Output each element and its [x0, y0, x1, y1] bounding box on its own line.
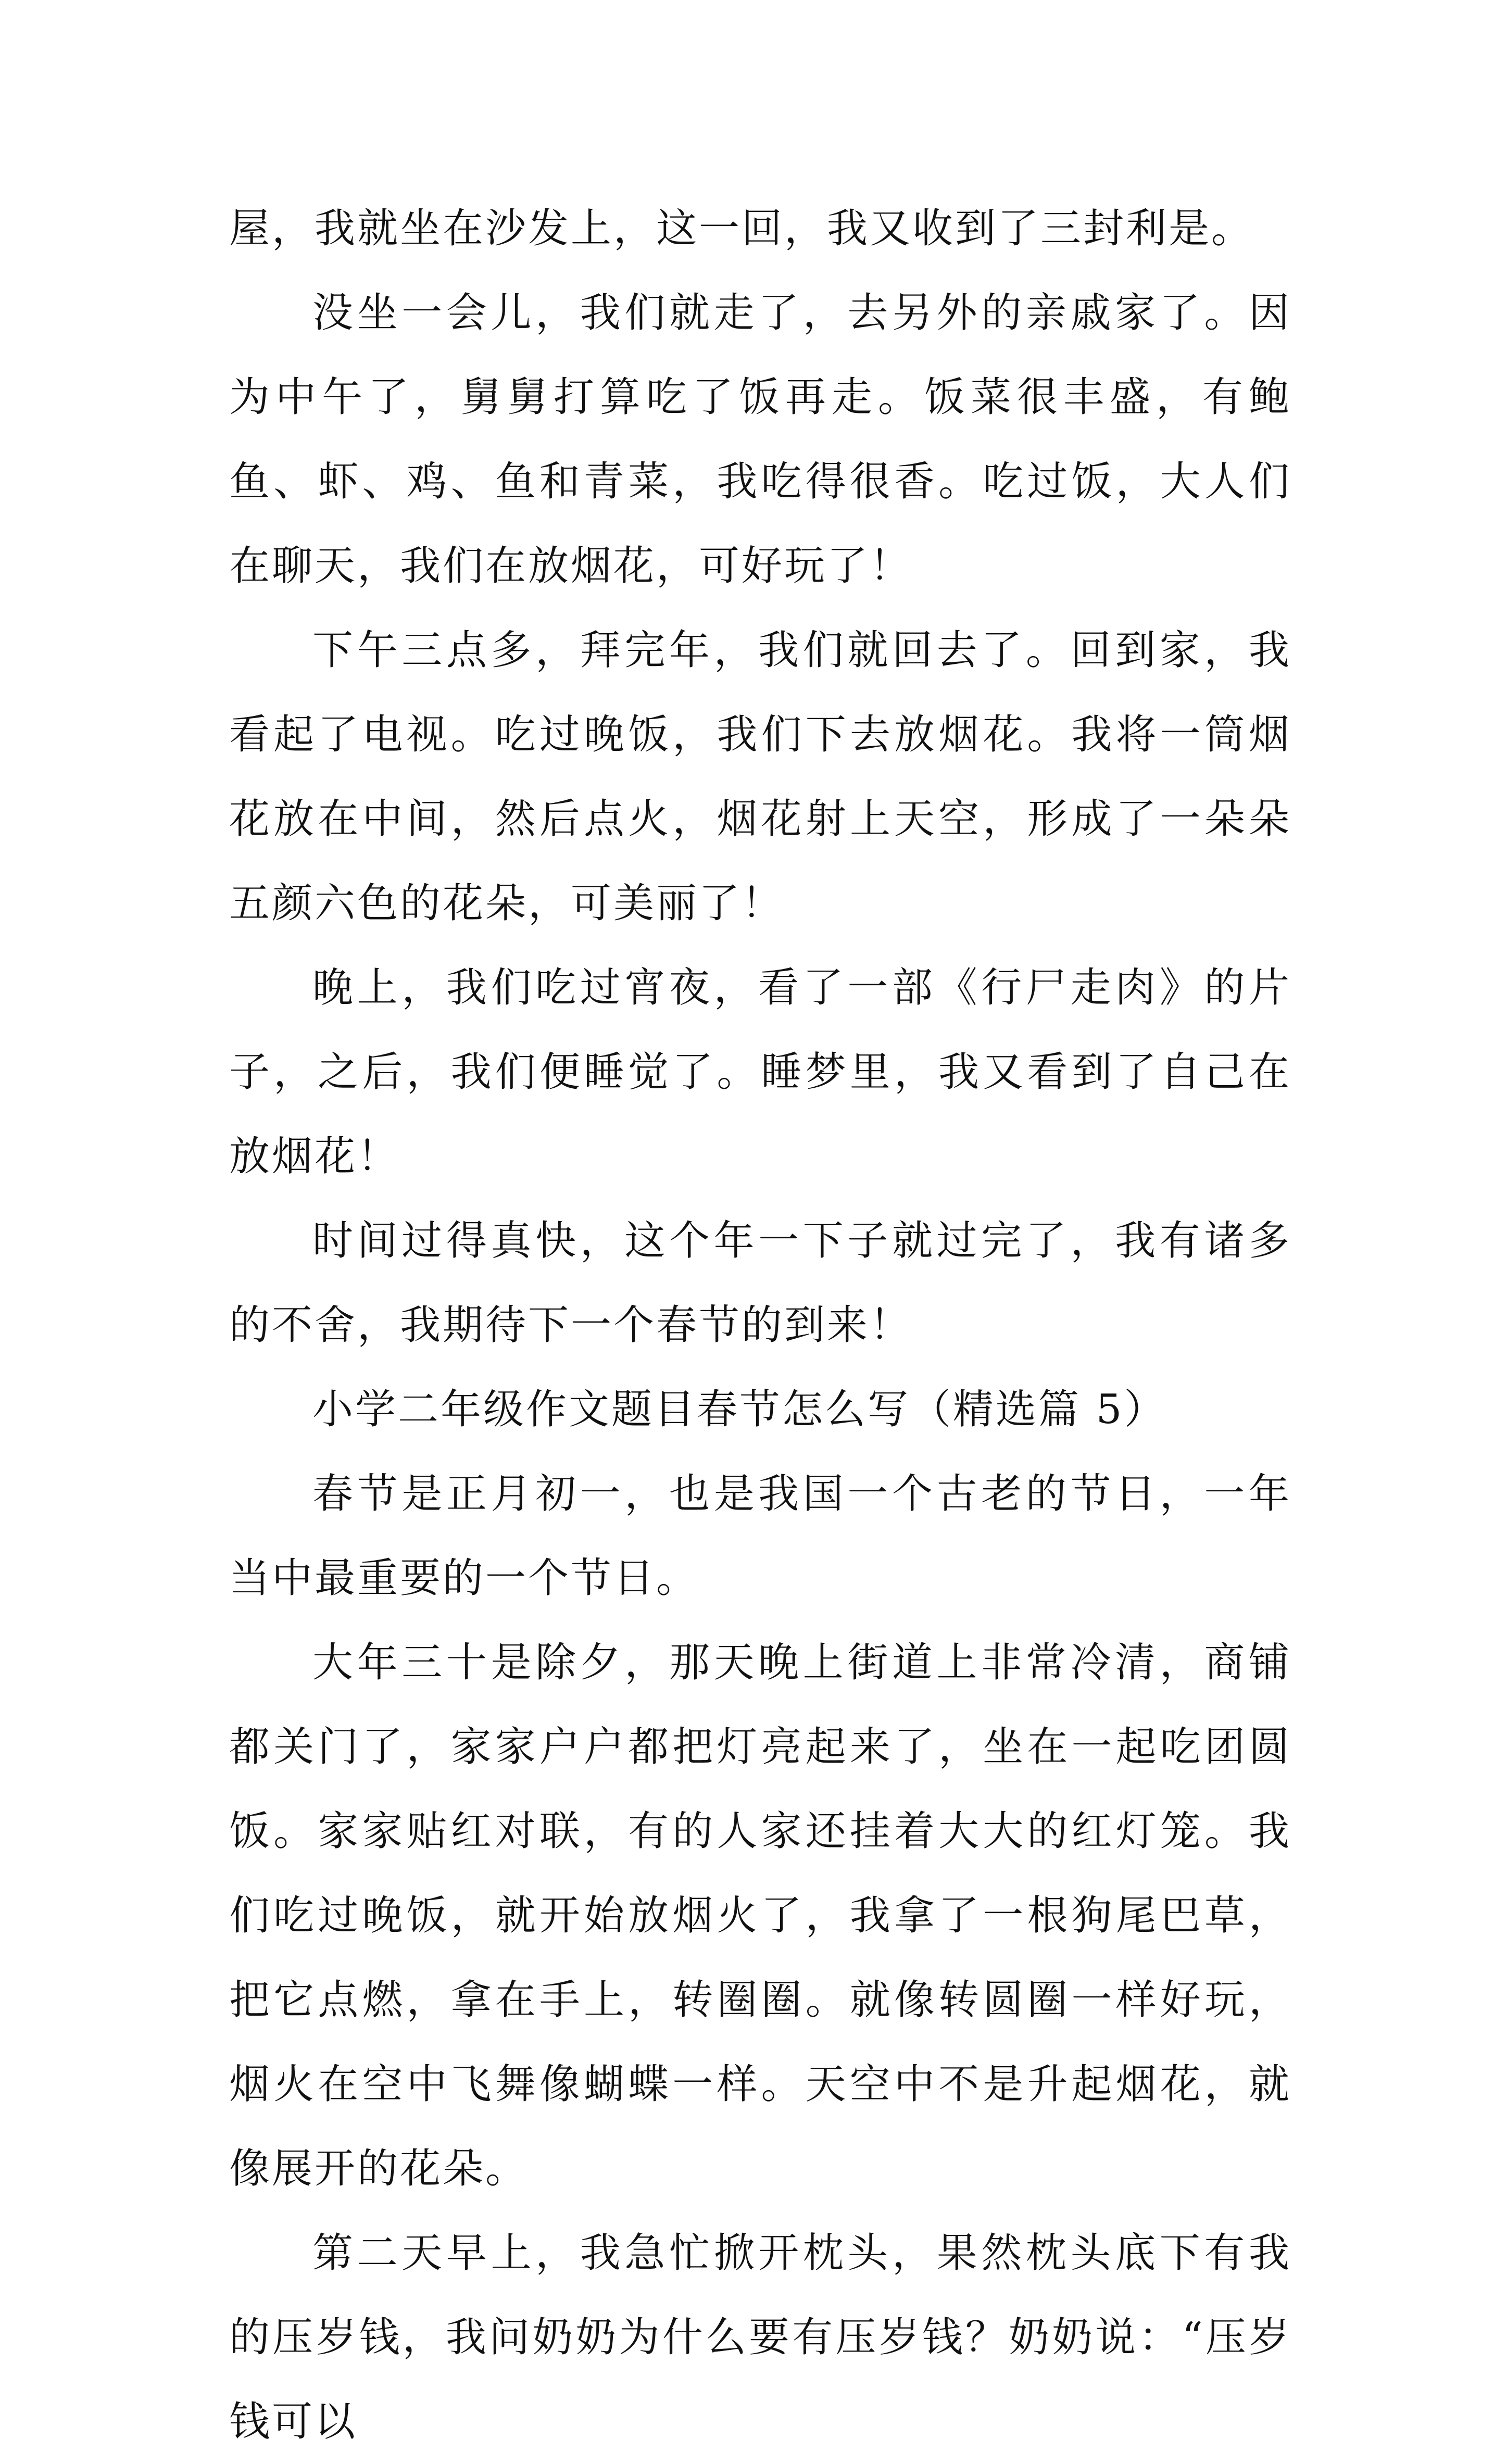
- document-body: [229, 186, 1291, 2464]
- paragraph: 春节是正月初一，也是我国一个古老的节日，一年当中最重要的一个节日。: [229, 1470, 1291, 1602]
- paragraph: 大年三十是除夕，那天晚上街道上非常冷清，商铺都关门了，家家户户都把灯亮起来了，坐在一起吃团圆饭。家家贴红对联，有的人家还挂着大大的红灯笼。我们吃过晚饭，就开始放烟火了，我拿了一根狗尾巴草，把它点燃，拿在手上，转圈圈。就像转圆圈一样好玩，烟火在空中飞舞像蝴蝶一样。天空中不是升起烟花，就像展开的花朵。: [229, 1639, 1291, 2192]
- paragraph: 下午三点多，拜完年，我们就回去了。回到家，我看起了电视。吃过晚饭，我们下去放烟花。我将一筒烟花放在中间，然后点火，烟花射上天空，形成了一朵朵五颜六色的花朵，可美丽了！: [229, 627, 1291, 927]
- paragraph: 屋，我就坐在沙发上，这一回，我又收到了三封利是。: [229, 205, 1254, 252]
- paragraph: 没坐一会儿，我们就走了，去另外的亲戚家了。因为中午了，舅舅打算吃了饭再走。饭菜很丰盛，有鲍鱼、虾、鸡、鱼和青菜，我吃得很香。吃过饭，大人们在聊天，我们在放烟花，可好玩了！: [229, 290, 1291, 589]
- paragraph: 晚上，我们吃过宵夜，看了一部《行尸走肉》的片子，之后，我们便睡觉了。睡梦里，我又看到了自己在放烟花！: [229, 964, 1291, 1180]
- paragraph: 第二天早上，我急忙掀开枕头，果然枕头底下有我的压岁钱，我问奶奶为什么要有压岁钱？奶奶说：“压岁钱可以: [229, 2230, 1291, 2445]
- paragraph: 时间过得真快，这个年一下子就过完了，我有诸多的不舍，我期待下一个春节的到来！: [229, 1217, 1291, 1349]
- section-heading: 小学二年级作文题目春节怎么写（精选篇 5）: [312, 1386, 1167, 1433]
